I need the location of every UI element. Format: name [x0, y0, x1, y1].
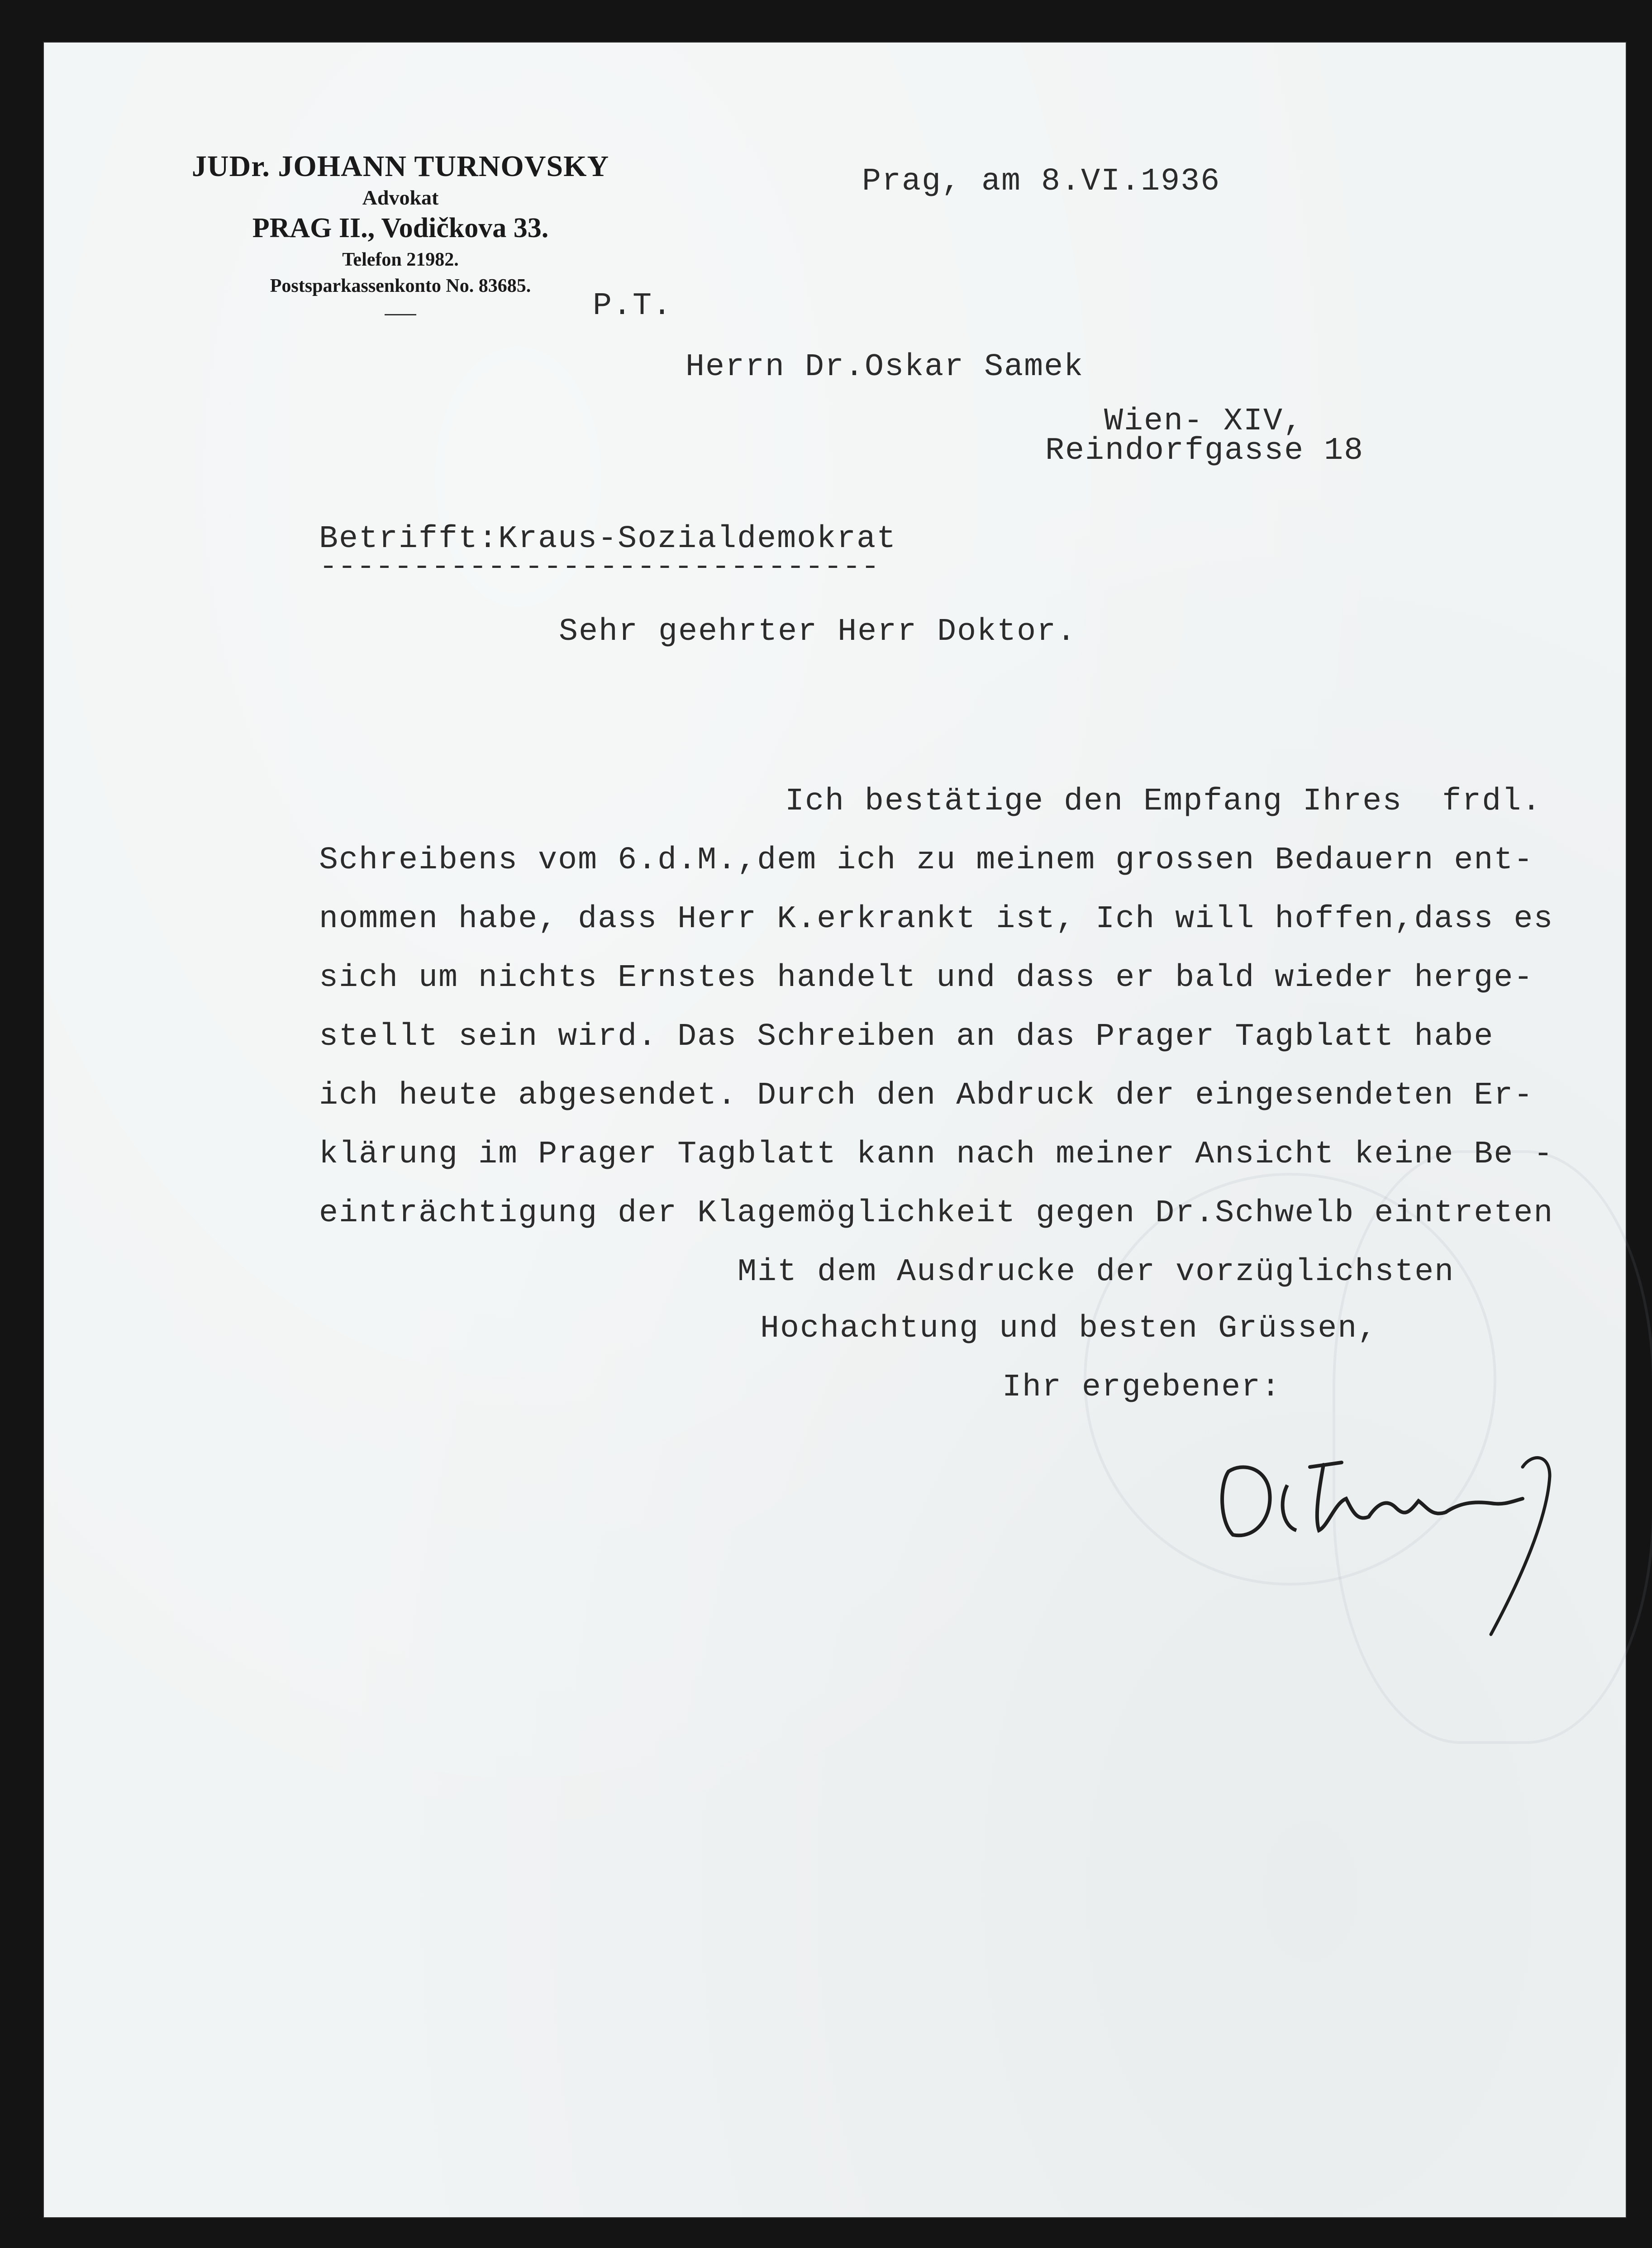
body-line: sich um nichts Ernstes handelt und dass er bald wieder herge- [319, 960, 1534, 996]
letterhead-name: JUDr. JOHANN TURNOVSKY [191, 150, 609, 183]
letterhead-title: Advokat [362, 186, 439, 209]
pt-salutation: P.T. [593, 288, 673, 324]
subject-underline: ------------------------------ [319, 551, 880, 583]
body-line: stellt sein wird. Das Schreiben an das Prager Tagblatt habe [319, 1019, 1494, 1055]
closing-line: Hochachtung und besten Grüssen, [760, 1311, 1378, 1347]
body-line: Schreibens vom 6.d.M.,dem ich zu meinem grossen Bedauern ent- [319, 843, 1534, 878]
recipient-city: Wien- XIV, [1104, 404, 1304, 439]
letterhead-rule [385, 314, 416, 315]
body-line: einträchtigung der Klagemöglichkeit gegen Dr.Schwelb eintreten [319, 1195, 1554, 1231]
letter-date: Prag, am 8.VI.1936 [862, 164, 1221, 200]
letterhead-address: PRAG II., Vodičkova 33. [252, 213, 549, 243]
subject-line: Betrifft:Kraus-Sozialdemokrat [319, 521, 897, 557]
recipient-name: Herrn Dr.Oskar Samek [686, 349, 1084, 385]
sign-off: Ihr ergebener: [1002, 1370, 1281, 1405]
body-line: Ich bestätige den Empfang Ihres frdl. [785, 784, 1542, 819]
letter-page [43, 42, 1627, 2218]
body-line: nommen habe, dass Herr K.erkrankt ist, Ich will hoffen,dass es [319, 901, 1554, 937]
closing-line: Mit dem Ausdrucke der vorzüglichsten [738, 1254, 1455, 1290]
letterhead-postal-account: Postsparkassenkonto No. 83685. [270, 276, 531, 296]
body-line: ich heute abgesendet. Durch den Abdruck der eingesendeten Er- [319, 1078, 1534, 1114]
body-line: klärung im Prager Tagblatt kann nach meiner Ansicht keine Be - [319, 1137, 1554, 1172]
handwritten-signature [1179, 1413, 1586, 1648]
letterhead-phone: Telefon 21982. [342, 249, 459, 270]
recipient-street: Reindorfgasse 18 [1045, 433, 1364, 469]
letterhead [129, 149, 672, 315]
greeting: Sehr geehrter Herr Doktor. [559, 614, 1077, 650]
